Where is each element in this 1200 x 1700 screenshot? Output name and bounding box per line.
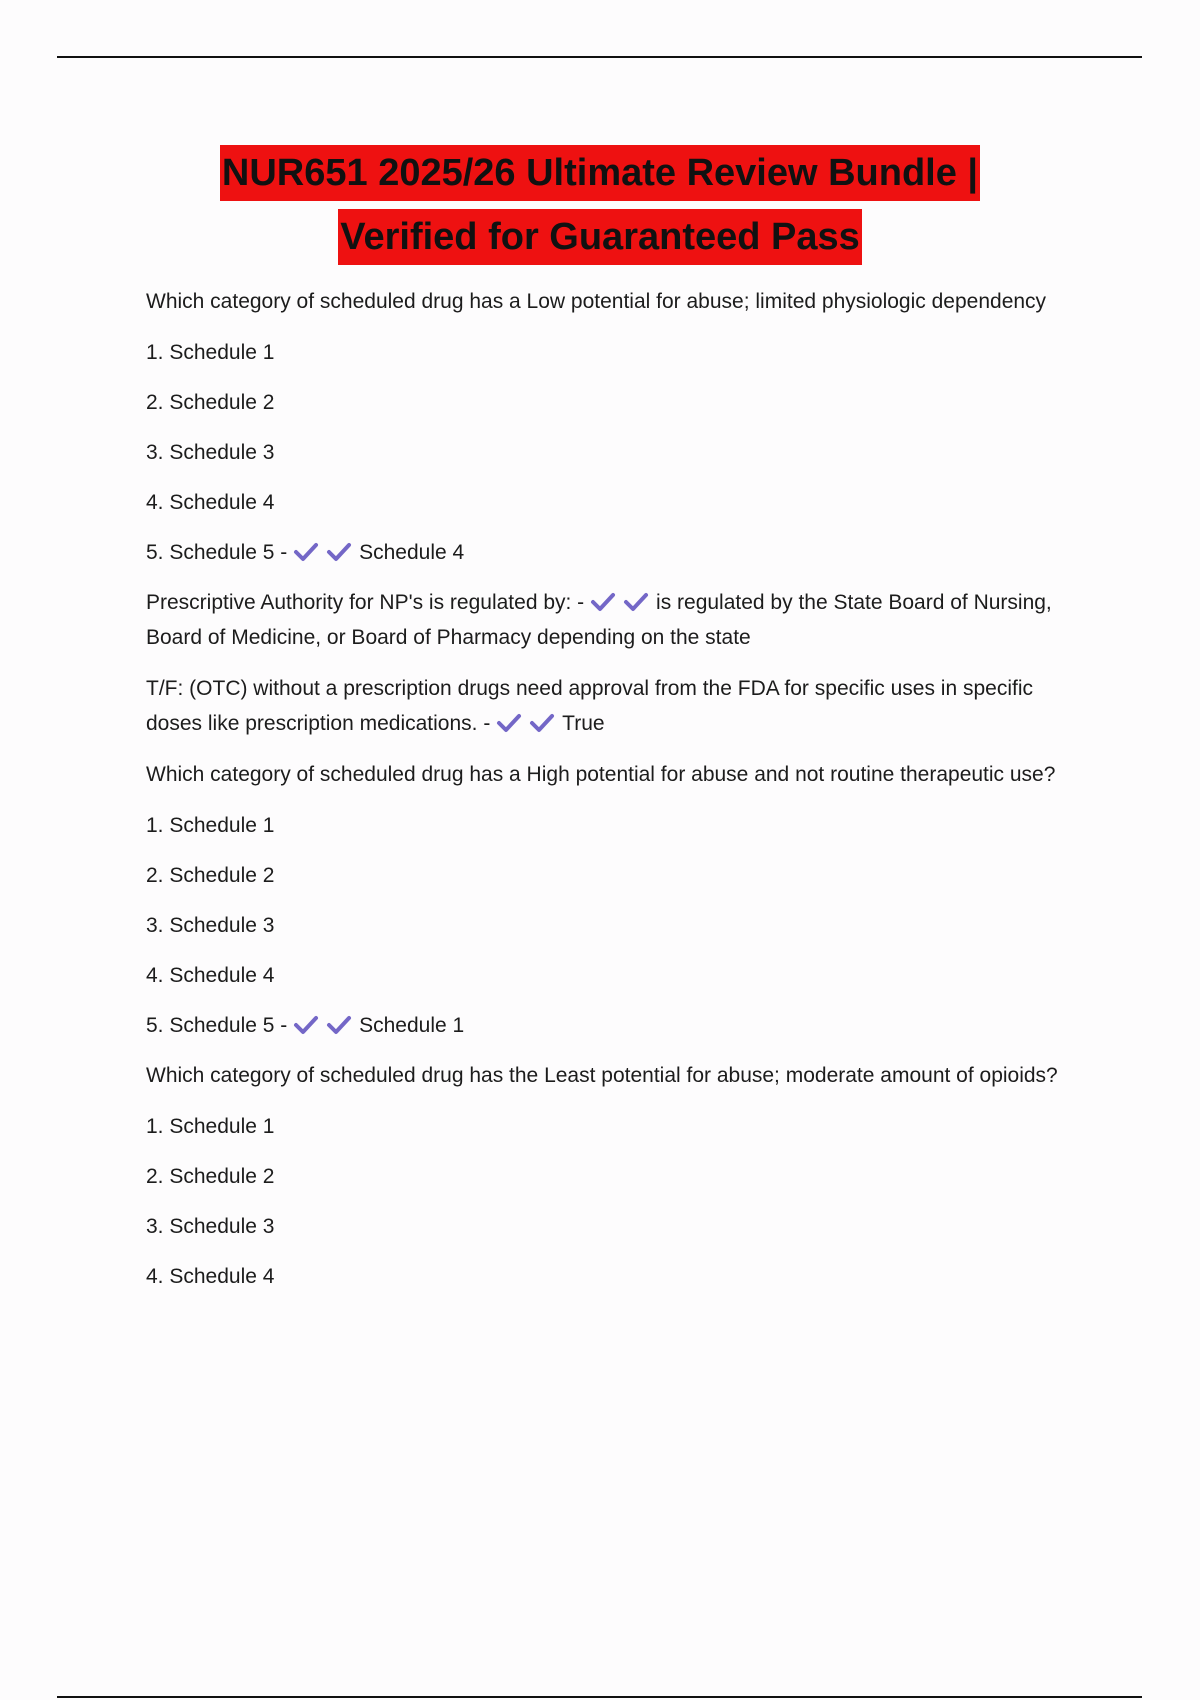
- q2-text: Prescriptive Authority for NP's is regulated by: -: [146, 591, 585, 614]
- bottom-divider: [57, 1696, 1142, 1698]
- q3-text: T/F: (OTC) without a prescription drugs need approval from the FDA for specific uses in specific doses like prescription medications. -: [146, 677, 1034, 735]
- checkmark-icon: [293, 541, 319, 563]
- q4-option-5: [146, 1008, 1086, 1043]
- document-body: [146, 284, 1086, 1309]
- checkmark-icon: [326, 541, 352, 563]
- question-1: Which category of scheduled drug has a Low potential for abuse; limited physiologic dependency: [146, 290, 1047, 313]
- q5-option-1: 1. Schedule 1: [146, 1115, 275, 1138]
- q4-option-5-label: 5. Schedule 5 -: [146, 1014, 288, 1037]
- checkmark-icon: [590, 591, 616, 613]
- checkmark-icon: [326, 1014, 352, 1036]
- question-5: Which category of scheduled drug has the Least potential for abuse; moderate amount of opioids?: [146, 1064, 1058, 1087]
- question-3: [146, 671, 1086, 741]
- checkmark-icon: [529, 712, 555, 734]
- title-line-2: Verified for Guaranteed Pass: [338, 209, 862, 265]
- question-4: Which category of scheduled drug has a High potential for abuse and not routine therapeutic use?: [146, 763, 1056, 786]
- question-2: [146, 585, 1086, 655]
- checkmark-icon: [293, 1014, 319, 1036]
- q4-answer: Schedule 1: [359, 1014, 465, 1037]
- document-title: [0, 145, 1200, 273]
- checkmark-icon: [623, 591, 649, 613]
- q4-option-3: 3. Schedule 3: [146, 914, 275, 937]
- q1-option-1: 1. Schedule 1: [146, 341, 275, 364]
- q5-option-2: 2. Schedule 2: [146, 1165, 275, 1188]
- q1-option-3: 3. Schedule 3: [146, 441, 275, 464]
- title-line-1: NUR651 2025/26 Ultimate Review Bundle |: [220, 145, 980, 201]
- q2-answer: is regulated by the State Board of Nursing, Board of Medicine, or Board of Pharmacy depending on the state: [146, 591, 1052, 649]
- q1-answer: Schedule 4: [359, 541, 465, 564]
- q1-option-2: 2. Schedule 2: [146, 391, 275, 414]
- q4-option-4: 4. Schedule 4: [146, 964, 275, 987]
- q1-option-5-label: 5. Schedule 5 -: [146, 541, 288, 564]
- q1-option-4: 4. Schedule 4: [146, 491, 275, 514]
- q5-option-4: 4. Schedule 4: [146, 1265, 275, 1288]
- q5-option-3: 3. Schedule 3: [146, 1215, 275, 1238]
- q4-option-1: 1. Schedule 1: [146, 814, 275, 837]
- top-divider: [57, 56, 1142, 58]
- q3-answer: True: [562, 712, 605, 735]
- q1-option-5: [146, 535, 1086, 570]
- checkmark-icon: [496, 712, 522, 734]
- q4-option-2: 2. Schedule 2: [146, 864, 275, 887]
